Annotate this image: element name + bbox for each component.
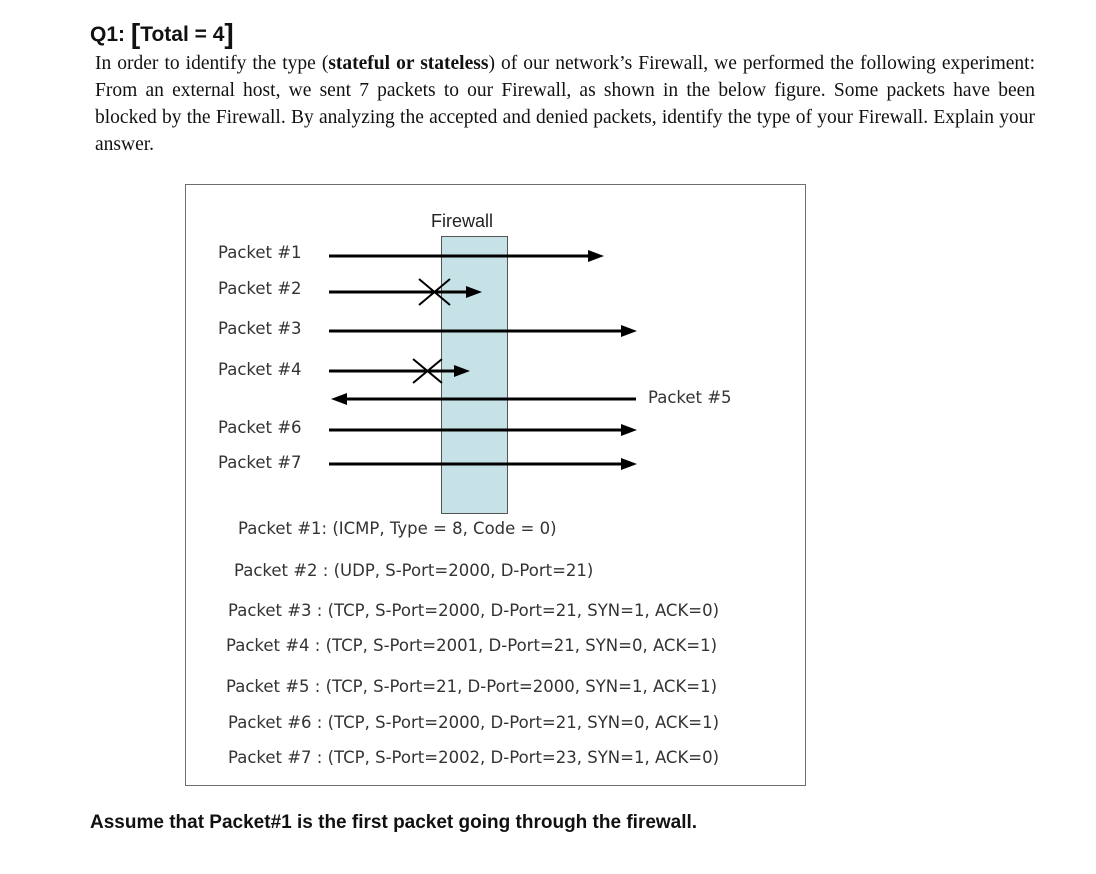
packet-arrow-4	[329, 365, 470, 377]
question-emphasis: stateful or stateless	[328, 53, 489, 74]
packet-desc-5: Packet #5 : (TCP, S-Port=21, D-Port=2000, SYN=1, ACK=1)	[226, 677, 718, 696]
packet-desc-4: Packet #4 : (TCP, S-Port=2001, D-Port=21, SYN=0, ACK=1)	[226, 636, 718, 655]
packet-arrows	[186, 185, 807, 787]
firewall-label: Firewall	[431, 211, 494, 231]
packet-desc-6: Packet #6 : (TCP, S-Port=2000, D-Port=21, SYN=0, ACK=1)	[228, 713, 720, 732]
question-paragraph: In order to identify the type (stateful or stateless) of our network’s Firewall, we performed the following experiment: From an external host, we sent 7 packets to our Firewall, as shown in the below figure. Some packets have been blocked by the Firewall. By analyzing the accepted and denied packets, identify the type of your Firewall. Explain your answer.	[95, 53, 1035, 155]
packet-arrow-2	[329, 286, 482, 298]
question-title: Q1: [Total = 4]	[90, 18, 234, 49]
packet-label-1: Packet #1	[218, 243, 302, 262]
packet-label-7: Packet #7	[218, 453, 302, 472]
packet-label-4: Packet #4	[218, 360, 302, 379]
question-label: Q1:	[90, 23, 126, 46]
packet-arrow-7	[329, 458, 637, 470]
packet-arrow-3	[329, 325, 637, 337]
packet-arrow-1	[329, 250, 604, 262]
packet-label-2: Packet #2	[218, 279, 302, 298]
packet-desc-2: Packet #2 : (UDP, S-Port=2000, D-Port=21)	[234, 561, 594, 580]
packet-desc-1: Packet #1: (ICMP, Type = 8, Code = 0)	[238, 519, 557, 538]
packet-label-6: Packet #6	[218, 418, 302, 437]
packet-label-5: Packet #5	[648, 388, 732, 407]
packet-label-3: Packet #3	[218, 319, 302, 338]
packet-arrow-6	[329, 424, 637, 436]
packet-desc-3: Packet #3 : (TCP, S-Port=2000, D-Port=21, SYN=1, ACK=0)	[228, 601, 720, 620]
footer-note: Assume that Packet#1 is the first packet going through the firewall.	[90, 812, 698, 833]
firewall-figure	[185, 184, 806, 786]
packet-desc-7: Packet #7 : (TCP, S-Port=2002, D-Port=23, SYN=1, ACK=0)	[228, 748, 720, 767]
question-total: Total = 4	[140, 23, 225, 46]
packet-arrow-5	[331, 393, 636, 405]
